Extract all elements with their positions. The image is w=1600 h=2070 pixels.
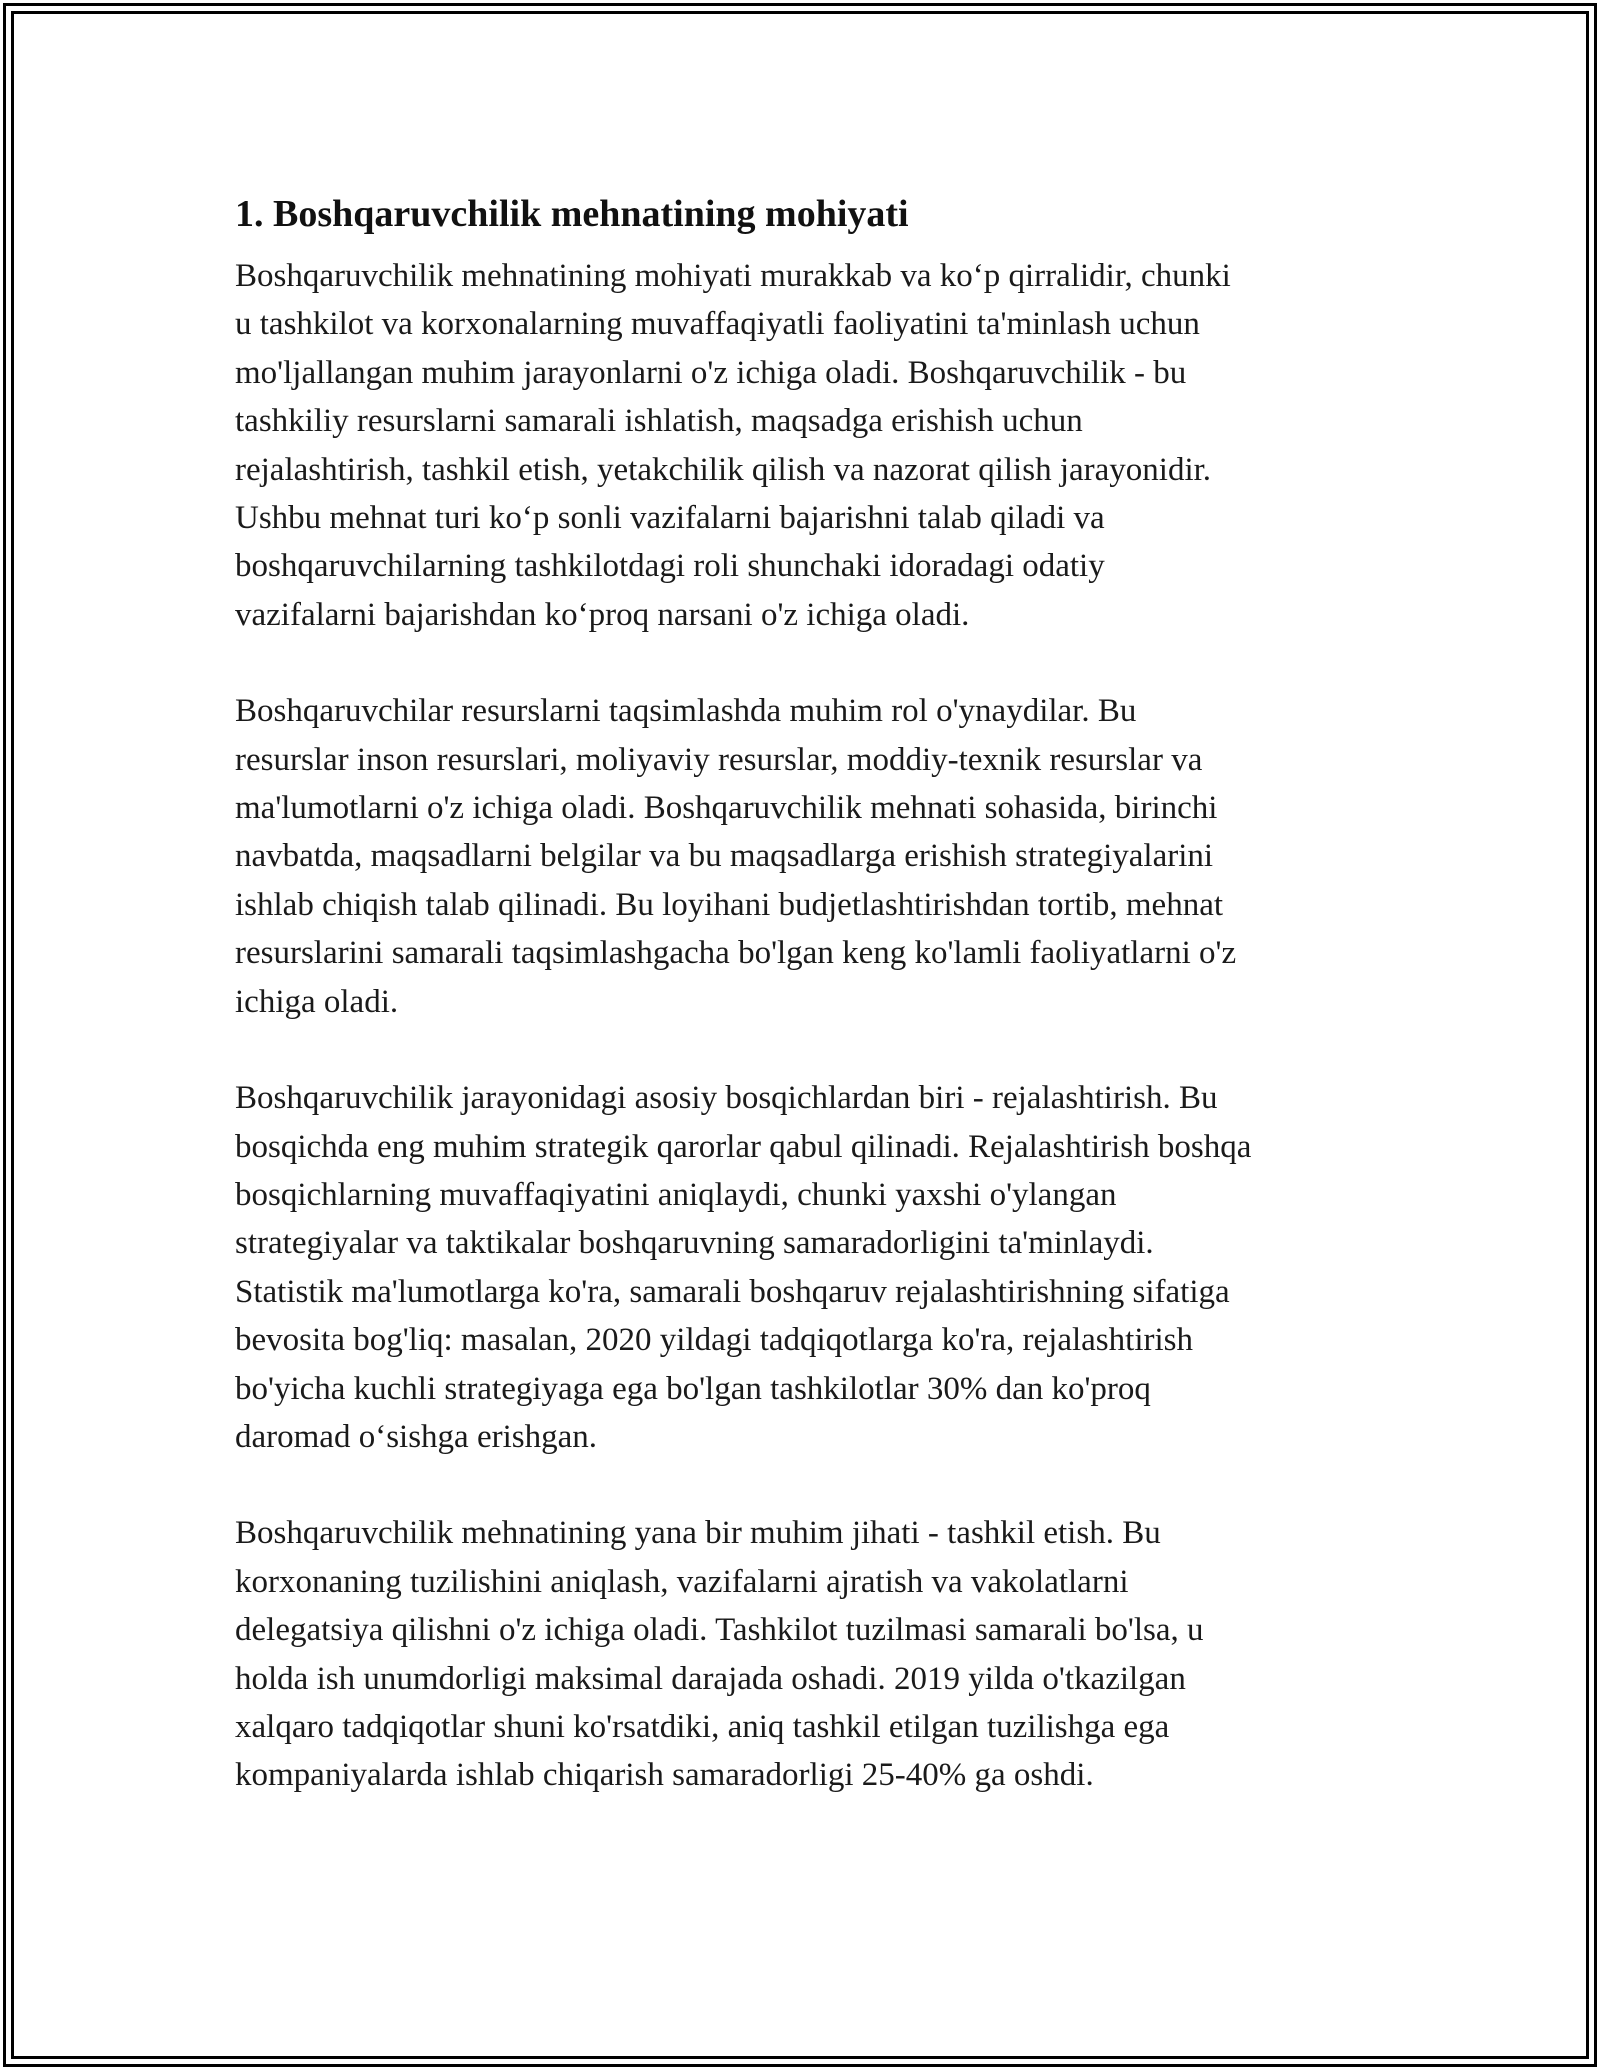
paragraph-3: Boshqaruvchilik jarayonidagi asosiy bosqichlardan biri - rejalashtirish. Bu bosqichda eng muhim strategik qarorlar qabul qilinadi. Rejalashtirish boshqa bosqichlarning muvaffaqiyatini aniqlaydi, chunki yaxshi o'ylangan strategiyalar va taktikalar boshqaruvning samaradorligini ta'minlaydi. Statistik ma'lumotlarga ko'ra, samarali boshqaruv rejalashtirishning sifatiga bevosita bog'liq: masalan, 2020 yildagi tadqiqotlarga ko'ra, rejalashtirish bo'yicha kuchli strategiyaga ega bo'lgan tashkilotlar 30% dan ko'proq daromad o‘sishga erishgan. bbox=[235, 1080, 1252, 1455]
paragraph-2: Boshqaruvchilar resurslarni taqsimlashda muhim rol o'ynaydilar. Bu resurslar inson resurslari, moliyaviy resurslar, moddiy-texnik resurslar va ma'lumotlarni o'z ichiga oladi. Boshqaruvchilik mehnati sohasida, birinchi navbatda, maqsadlarni belgilar va bu maqsadlarga erishish strategiyalarini ishlab chiqish talab qilinadi. Bu loyihani budjetlashtirishdan tortib, mehnat resurslarini samarali taqsimlashgacha bo'lgan keng ko'lamli faoliyatlarni o'z ichiga oladi. bbox=[235, 693, 1237, 1020]
paragraph-1: Boshqaruvchilik mehnatining mohiyati murakkab va ko‘p qirralidir, chunki u tashkilot va korxonalarning muvaffaqiyatli faoliyatini ta'minlash uchun mo'ljallangan muhim jarayonlarni o'z ichiga oladi. Boshqaruvchilik - bu tashkiliy resurslarni samarali ishlatish, maqsadga erishish uchun rejalashtirish, tashkil etish, yetakchilik qilish va nazorat qilish jarayonidir. Ushbu mehnat turi ko‘p sonli vazifalarni bajarishni talab qiladi va boshqaruvchilarning tashkilotdagi roli shunchaki idoradagi odatiy vazifalarni bajarishdan ko‘proq narsani o'z ichiga oladi. bbox=[235, 258, 1231, 633]
section-heading: 1. Boshqaruvchilik mehnatining mohiyati bbox=[235, 193, 909, 235]
paragraph-4: Boshqaruvchilik mehnatining yana bir muhim jihati - tashkil etish. Bu korxonaning tuzilishini aniqlash, vazifalarni ajratish va vakolatlarni delegatsiya qilishni o'z ichiga oladi. Tashkilot tuzilmasi samarali bo'lsa, u holda ish unumdorligi maksimal darajada oshadi. 2019 yilda o'tkazilgan xalqaro tadqiqotlar shuni ko'rsatdiki, aniq tashkil etilgan tuzilishga ega kompaniyalarda ishlab chiqarish samaradorligi 25-40% ga oshdi. bbox=[235, 1515, 1204, 1794]
document-body bbox=[235, 188, 1375, 1848]
